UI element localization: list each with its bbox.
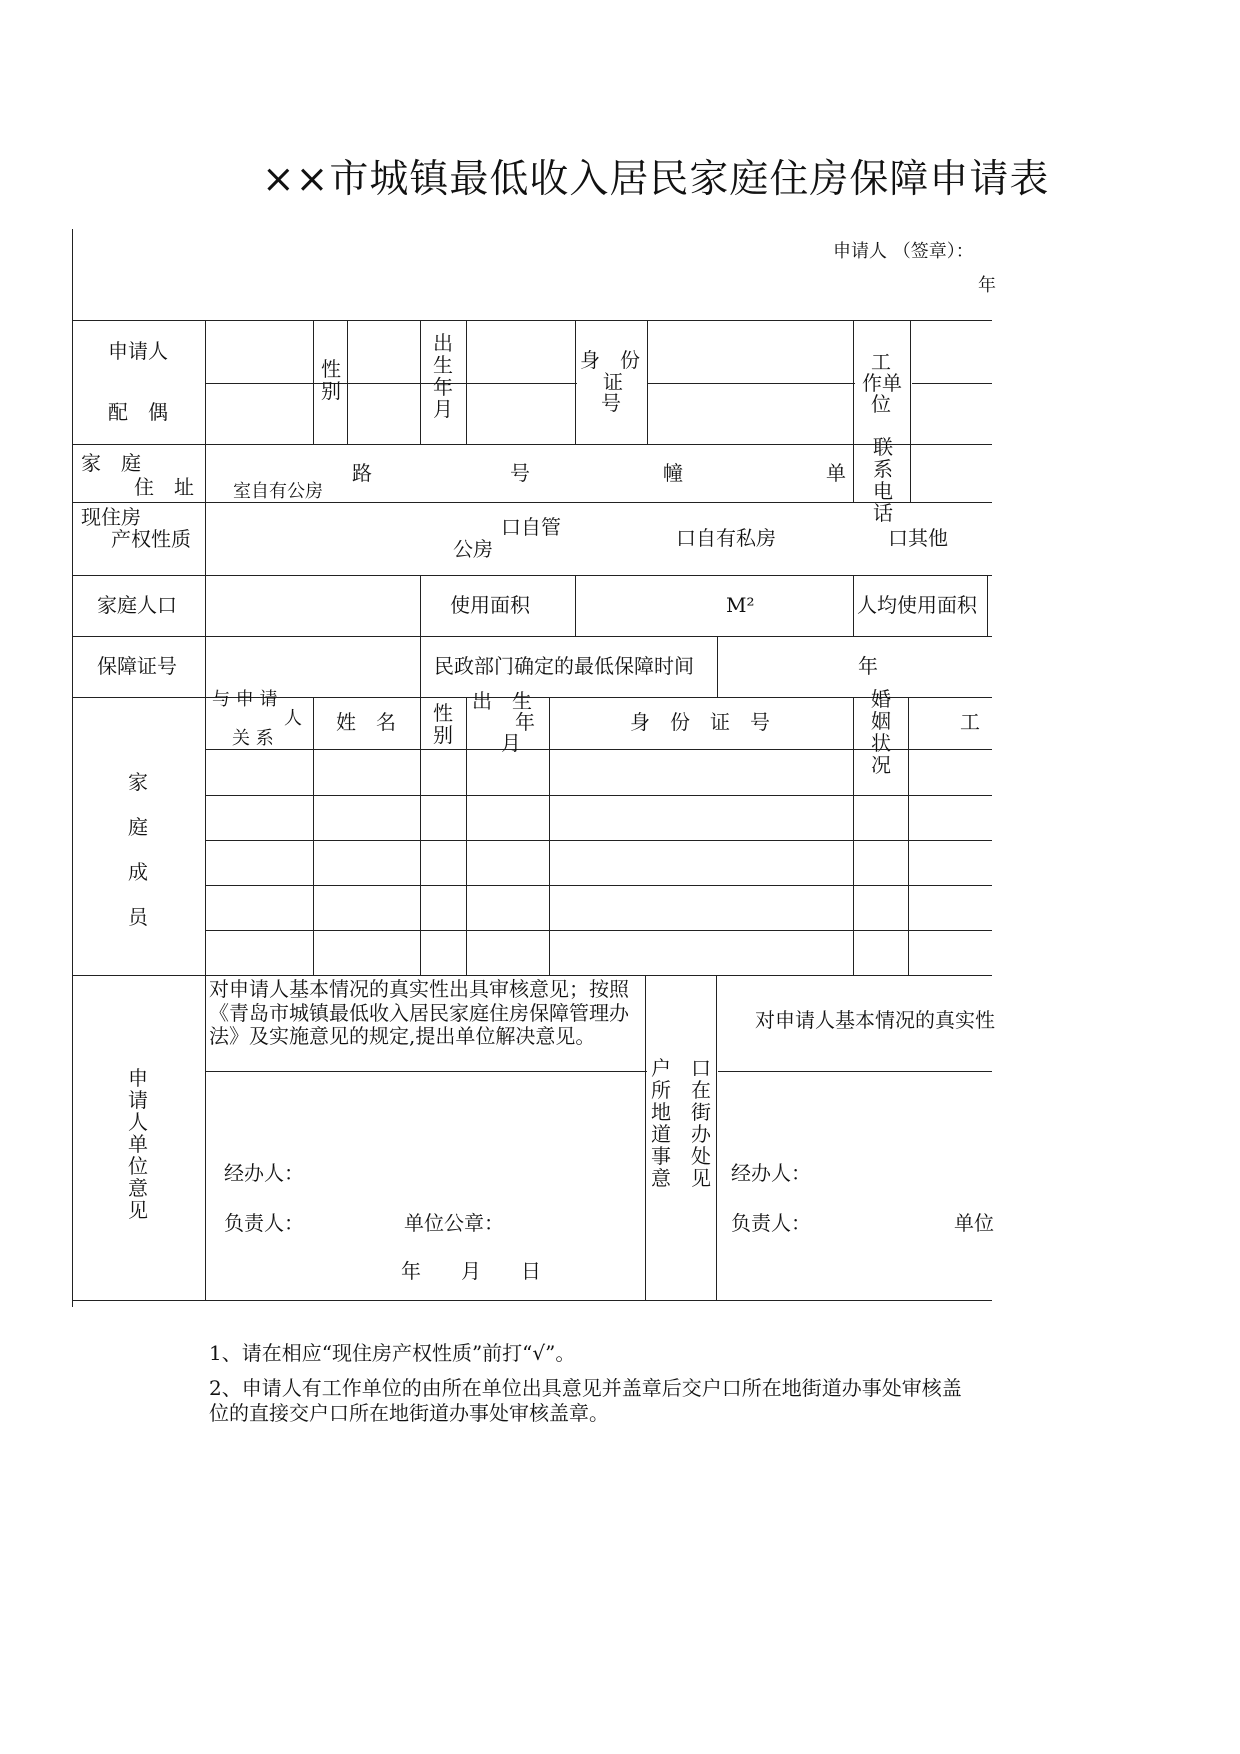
address-label-2: 住 址 [134,475,194,499]
address-number: 号 [510,461,530,485]
per-capita-area-label: 人均使用面积 [857,593,977,617]
option-private-house[interactable]: 口自有私房 [676,526,776,550]
street-handler-label: 经办人： [731,1161,811,1185]
work-unit-label-3: 位 [871,392,891,416]
address-label-1: 家 庭 [81,451,141,475]
guarantee-period-label: 民政部门确定的最低保障时间 [434,654,694,678]
applicant-signature-label: 申请人 （签章）： [833,241,974,262]
table-row[interactable] [206,750,991,794]
unit-seal-label: 单位公章： [404,1211,504,1235]
work-unit-label-2: 作单 [862,371,902,395]
option-other[interactable]: 口其他 [888,526,948,550]
header-gender: 性别 [433,701,453,747]
id-label-1: 身 份 [580,348,640,372]
option-managed-public-2: 公房 [453,537,493,561]
unit-handler-label: 经办人： [224,1161,304,1185]
street-seal-label: 单位 [954,1211,994,1235]
date-year-partial: 年 [978,275,996,296]
street-leader-label: 负责人： [731,1211,811,1235]
population-label: 家庭人口 [97,593,177,617]
header-work: 工 [960,710,980,734]
header-relation: 与 申 请 人 关 系 [212,689,302,749]
address-building: 幢 [663,461,683,485]
table-row[interactable] [206,931,991,975]
street-opinion-instruction: 对申请人基本情况的真实性 [755,1008,995,1032]
members-side-label: 家 庭 成 员 [128,770,148,929]
address-road: 路 [352,461,372,485]
street-office-side-label: 户 口 所 在 地 街 道 办 事 处 意 见 [651,1056,731,1190]
applicant-label: 申请人 [108,339,168,363]
gender-label: 性别 [321,357,341,403]
spouse-label: 配 偶 [108,400,168,424]
property-label-2: 产权性质 [111,527,191,551]
header-name: 姓 名 [336,710,396,734]
guarantee-year: 年 [858,654,878,678]
unit-leader-label: 负责人： [224,1211,304,1235]
table-row[interactable] [206,841,991,885]
note-1: 1、请在相应“现住房产权性质”前打“√”。 [209,1341,576,1365]
unit-opinion-side-label: 申 请 人 单 位 意 见 [128,1066,148,1222]
property-label-1: 现住房 [81,505,141,529]
birth-label: 出生年月 [433,331,453,421]
area-unit: M² [726,593,755,617]
guarantee-label: 保障证号 [97,654,177,678]
header-birth: 出 生 年 月 [472,689,535,755]
area-label: 使用面积 [450,593,530,617]
id-label-2: 证 [603,370,623,394]
work-unit-label-1: 工 [871,350,891,374]
unit-opinion-instruction: 对申请人基本情况的真实性出具审核意见；按照《青岛市城镇最低收入居民家庭住房保障管理办法》及实施意见的规定,提出单位解决意见。 [209,977,629,1049]
page-title: ××市城镇最低收入居民家庭住房保障申请表 [262,157,1050,202]
phone-label: 联 系 电 话 [873,435,893,525]
header-marital: 婚 姻 状 况 [871,687,891,777]
table-row[interactable] [206,886,991,930]
address-overflow-text: 室自有公房 [233,481,323,502]
id-label-3: 号 [601,391,621,415]
address-unit: 单 [826,461,846,485]
header-id-number: 身 份 证 号 [630,710,770,734]
note-2: 2、申请人有工作单位的由所在单位出具意见并盖章后交户口所在地街道办事处审核盖 位的直接交户口所在地街道办事处审核盖章。 [209,1376,962,1425]
unit-date: 年 月 日 [401,1259,541,1283]
members-rows [206,750,991,974]
table-row[interactable] [206,796,991,840]
option-managed-public-1[interactable]: 口自管 [501,515,561,539]
